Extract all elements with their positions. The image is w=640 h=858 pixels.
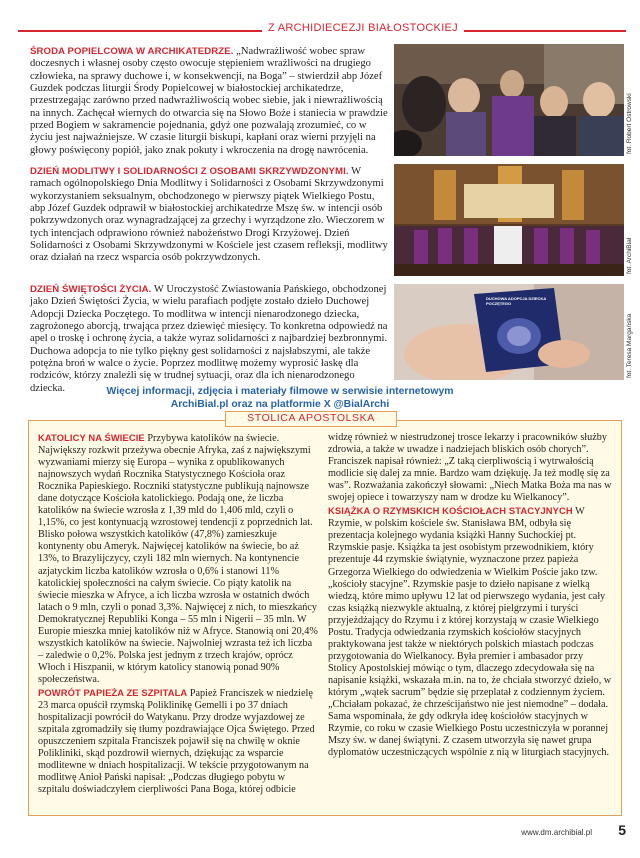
article-body: W Uroczystość Zwiastowania Pańskiego, obchodzonej jako Dzień Świętości Życia, w wielu parafiach podjęte zostało dzieło Duchowej Adopcji Dziecka Poczętego. To modlitwa w intencji nienarodzonego dziecka, zagrożonego aborcją, trwająca przez dziewięć miesięcy. To konkretna odpowiedź na apel o troskę i ochronę życia, a także wyraz solidarności z najbardziej bezbronnymi. Duchowa adopcja to nie tylko piękny gest solidarności z najsłabszymi, ale także potężna broń w walce o życie. Poprzez modlitwę możemy wyprosić łaskę dla rodziców, którzy znaleźli się w trudnej sytuacji, oraz dla ich nienarodzonego dziecka. [30,284,388,394]
article-pope-return-cont [328,432,614,504]
footer-url: www.dm.archibial.pl [521,828,592,837]
stolica-apostolska-label: STOLICA APOSTOLSKA [225,411,397,427]
article-lead: KATOLICY NA ŚWIECIE [38,432,145,443]
photo-ash-wednesday [394,44,624,156]
stolica-left-column [38,432,318,797]
article-catholics-world [38,432,318,686]
photo-cathedral-mass [394,164,624,276]
article-lead: DZIEŃ MODLITWY I SOLIDARNOŚCI Z OSOBAMI SKRZYWDZONYMI. [30,166,349,177]
article-ash-wednesday [30,46,390,157]
article-lead: DZIEŃ ŚWIĘTOŚCI ŻYCIA. [30,284,152,295]
article-solidarity-day [30,166,390,265]
article-lead: KSIĄŻKA O RZYMSKICH KOŚCIOŁACH STACYJNYCH [328,505,573,517]
photo-credit: fot. Teresa Margańska [626,313,633,378]
photo-credit: fot. Robert Ostrowski [626,93,633,154]
article-body: widzę również w niestrudzonej trosce lekarzy i pracowników służby zdrowia, a także w uwadze i nadziejach bliskich osób chorych”. Franciszek napisał również: „Z taką cierpliwością i wytrwałością modlicie się dalej za mnie. Bardzo wam dziękuję. Ja też modlę się za was”. Rozważania zakończył słowami: „Niech Matka Boża ma nas w swojej opiece i towarzyszy nam w drodze ku Wielkanocy”. [328,432,612,504]
article-body: W ramach ogólnopolskiego Dnia Modlitwy i Solidarności z Osobami Skrzywdzonymi wykorzystaniem seksualnym, obchodzonego w pierwszy piątek Wielkiego Postu, abp Józef Guzdek odprawił w białostockiej archikatedrze Mszę św. w intencji osób pokrzywdzonych oraz wynagradzającej za grzechy i wyrządzone zło. Wieczorem w tych intencjach odprawiono również nabożeństwo Drogi Krzyżowej. Dzień Solidarności z Osobami Skrzywdzonymi w Kościele jest czasem refleksji, modlitwy oraz działań na rzecz wsparcia osób pokrzywdzonych. [30,166,388,264]
article-life-day [30,284,390,395]
promo-line-2: ArchiBial.pl oraz na platformie X @BialArchi [170,398,390,410]
article-lead: ŚRODA POPIELCOWA W ARCHIKATEDRZE. [30,46,234,57]
booklet-title: DUCHOWA ADOPCJA DZIECKA POCZĘTEGO [486,296,547,306]
article-body: W Rzymie, w polskim kościele św. Stanisława BM, odbyła się prezentacja kolejnego wydania książki Hanny Suchockiej pt. Rzymskie pasje. Książka ta jest osobistym przewodnikiem, który prezentuje 44 rzymskie świątynie, wyznaczone przez papieża Grzegorza Wielkiego do odwiedzenia w Wielkim Poście jako tzw. „kościoły stacyjne”. Rzymskie pasje to dzieło napisane z wielką wiedzą, które mimo upływu 12 lat od pierwszego wydania, jest cały czas książką niezwykle aktualną, z której pielgrzymi i turyści przyjeżdżający do Rzymu i z której korzystają w czasie Wielkiego Postu. Tradycja odwiedzania rzymskich kościołów stacyjnych praktykowana jest także w niektórych polskich miastach podczas przygotowania do Wielkanocy. Była premier i ambasador przy Stolicy Apostolskiej mówiąc o tym, dlaczego zdecydowała się na napisanie książki, wskazała m.in. na to, że chciała stworzyć dzieło, w którym „wątek sacrum” będzie się przeplatał z codziennym życiem. „Chciałam pokazać, że chrześcijaństwo nie jest niemodne” – dodała. Sama wspominała, że gdy odkryła ideę kościołów stacyjnych w Rzymie, co roku w czasie Wielkiego Postu uczestniczyła w porannej Mszy św. w danej świątyni. Z czasem utworzyła się nawet grupa dyplomatów uczestniczących wspólnie z nią w liturgiach stacyjnych. [328,506,612,759]
article-pope-return [38,687,318,796]
stolica-right-column [328,432,614,760]
article-station-churches [328,505,614,759]
article-body: Przybywa katolików na świecie. Największy rozkwit przeżywa obecnie Afryka, zaś z największymi wyzwaniami mierzy się Europa – wynika z opublikowanych najnowszych wydań Rocznika Statystycznego Kościoła oraz Rocznika Papieskiego. Roczniki statystyczne publikują najnowsze dane dotyczące Kościoła katolickiego. Podają one, że liczba katolików na świecie wzrosła z 1,39 mld do 1,406 mld, czyli o 1,15%, co jest kontynuacją wzrostowej tendencji z poprzednich lat. Blisko połowa wszystkich katolików (47,8%) zamieszkuje kontynenty obu Ameryk. Najwięcej katolików na świecie, bo aż 13%, to Brazylijczycy, czyli 182 mln wiernych. Na kontynencie azjatyckim liczba katolików wzrosła o 0,6% i stanowi 11% katolickiej społeczności na całym świecie. Co piąty katolik na świecie mieszka w Afryce, a ich liczba wzrosła w ostatnich dwóch latach o 9 mln, czyli o ponad 3,3%. Najwięcej z nich, to mieszkańcy Demokratycznej Republiki Konga – 55 mln i Nigerii – 35 mln. W Europie mieszka mniej katolików niż w Afryce. Stanowią oni 20,4% wszystkich katolików na świecie. Najwolniej wzrasta też ich liczba – zaledwie o 0,2%. Polska jest jednym z trzech krajów, oprócz Włoch i Hiszpanii, w którym katolicy stanowią ponad 90% społeczeństwa. [38,433,318,685]
article-body: „Nadwrażliwość wobec spraw doczesnych i własnej osoby często owocuje stępieniem wrażliwości na drugiego człowieka, na sprawy duchowe i, w konsekwencji, na Boga” – stwierdził abp Józef Guzdek podczas liturgii Środy Popielcowej w białostockiej archikatedrze, przestrzegając zarówno przed nadwrażliwością wobec siebie, jak i niewrażliwością na innych. Zachęcał wiernych do otwarcia się na Słowo Boże i staniecia w prawdzie przed Bogiem w sakramencie pojednania, gdyż one pozwalają zrozumieć, co w życiu jest najważniejsze. W czasie liturgii biskupi, kapłani oraz wierni przyjęli na głowy poświęcony popiół, jako znak pokuty i wkroczenia na drogę nawrócenia. [30,46,388,156]
article-body: Papież Franciszek w niedzielę 23 marca opuścił rzymską Poliklinikę Gemelli i po 37 dniach hospitalizacji powrócił do Watykanu. Przy drodze wyjazdowej ze szpitala zgromadziły się tłumy pozdrawiające Ojca Świętego. Przed opuszczeniem szpitala Franciszek pojawił się na chwilę w oknie Polikliniki, skąd pozdrowił wiernych, dziękując za wsparcie modlitewne w dniach hospitalizacji. W tekście przygotowanym na modlitwę Anioł Pański napisał: „Podczas długiego pobytu w szpitalu doświadczyłem cierpliwości Pana Boga, której odbicie [38,687,315,796]
promo-line-1: Więcej informacji, zdjęcia i materiały filmowe w serwisie internetowym [106,386,454,397]
section-title: Z ARCHIDIECEZJI BIAŁOSTOCKIEJ [262,22,464,34]
photo-adoption-booklet [394,284,624,380]
photo-credit: fot. ArchiBiał [626,237,633,274]
page-number: 5 [618,822,626,838]
promo-text [70,386,490,411]
article-lead: POWRÓT PAPIEŻA ZE SZPITALA [38,686,188,698]
